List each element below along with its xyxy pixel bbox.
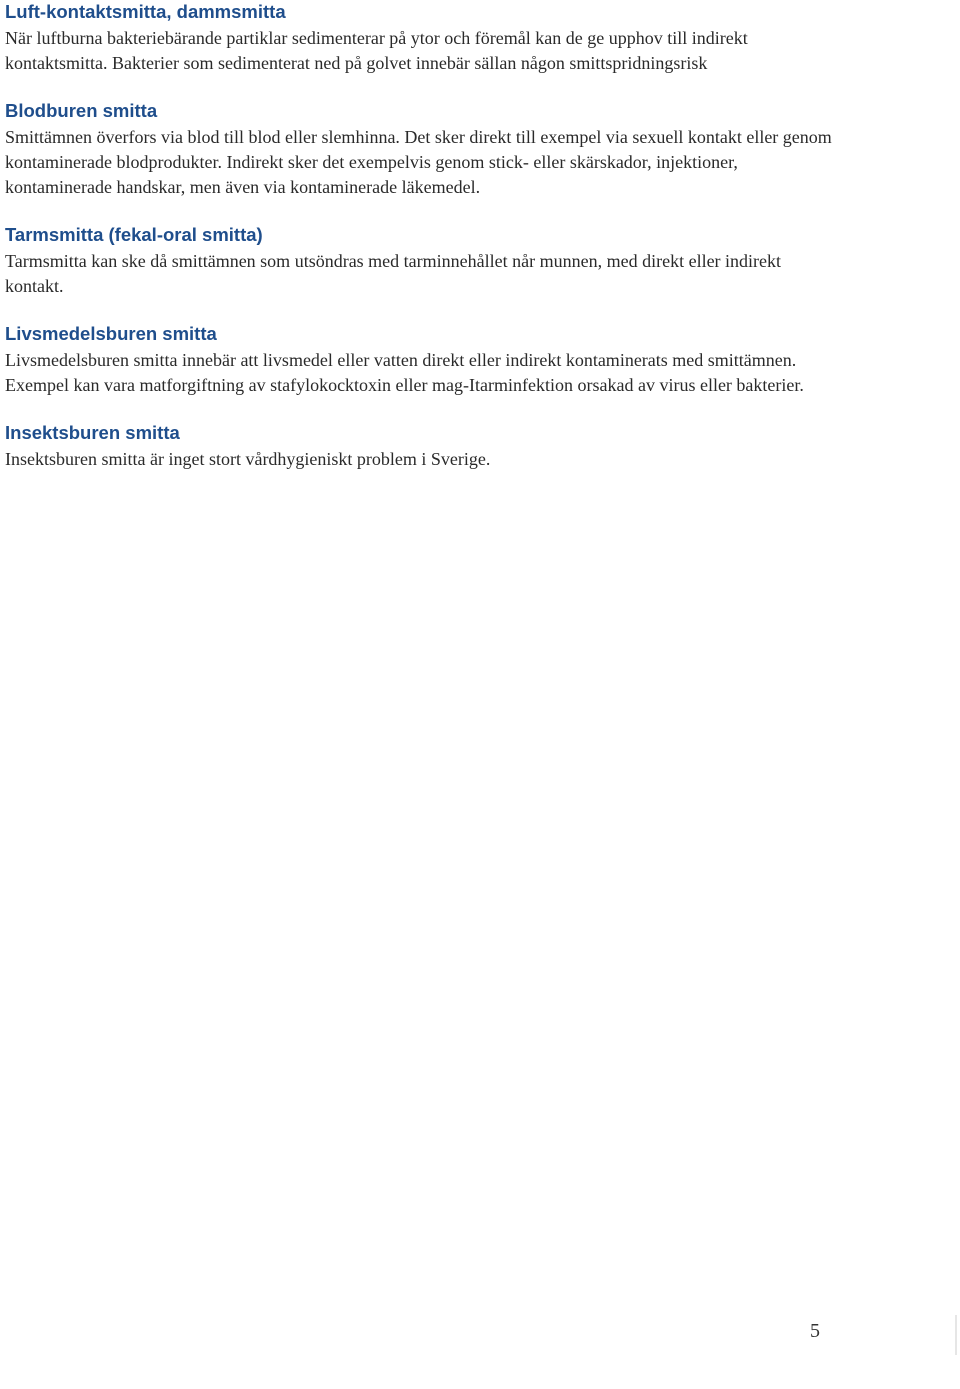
- section-blodburen-smitta: [5, 99, 835, 200]
- section-heading: Insektsburen smitta: [5, 422, 180, 443]
- document-page: [5, 0, 835, 495]
- section-body: Livsmedelsburen smitta innebär att livsmedel eller vatten direkt eller indirekt kontaminerats med smittämnen. Exempel kan vara matforgiftning av stafylokocktoxin eller mag-Itarminfektion orsakad av virus eller bakterier.: [5, 350, 804, 395]
- section-body: Tarmsmitta kan ske då smittämnen som utsöndras med tarminnehållet når munnen, med direkt eller indirekt kontakt.: [5, 251, 782, 296]
- section-body: Insektsburen smitta är inget stort vårdhygieniskt problem i Sverige.: [5, 449, 491, 469]
- section-heading: Luft-kontaktsmitta, dammsmitta: [5, 1, 286, 22]
- section-livsmedelsburen-smitta: [5, 322, 835, 398]
- section-heading: Blodburen smitta: [5, 100, 158, 121]
- section-insektsburen-smitta: [5, 421, 835, 472]
- page-number: 5: [810, 1320, 820, 1342]
- section-luft-kontaktsmitta: [5, 0, 835, 76]
- page-edge-mark: [955, 1315, 957, 1355]
- section-heading: Livsmedelsburen smitta: [5, 323, 217, 344]
- section-tarmsmitta: [5, 223, 835, 299]
- section-body: Smittämnen överfors via blod till blod eller slemhinna. Det sker direkt till exempel via sexuell kontakt eller genom kontaminerade blodprodukter. Indirekt sker det exempelvis genom stick- eller skärskador, injektioner, kontaminerade handskar, men även via kontaminerade läkemedel.: [5, 127, 832, 197]
- section-heading: Tarmsmitta (fekal-oral smitta): [5, 224, 263, 245]
- section-body: När luftburna bakteriebärande partiklar sedimenterar på ytor och föremål kan de ge upphov till indirekt kontaktsmitta. Bakterier som sedimenterat ned på golvet innebär sällan någon smittspridningsrisk: [5, 28, 748, 73]
